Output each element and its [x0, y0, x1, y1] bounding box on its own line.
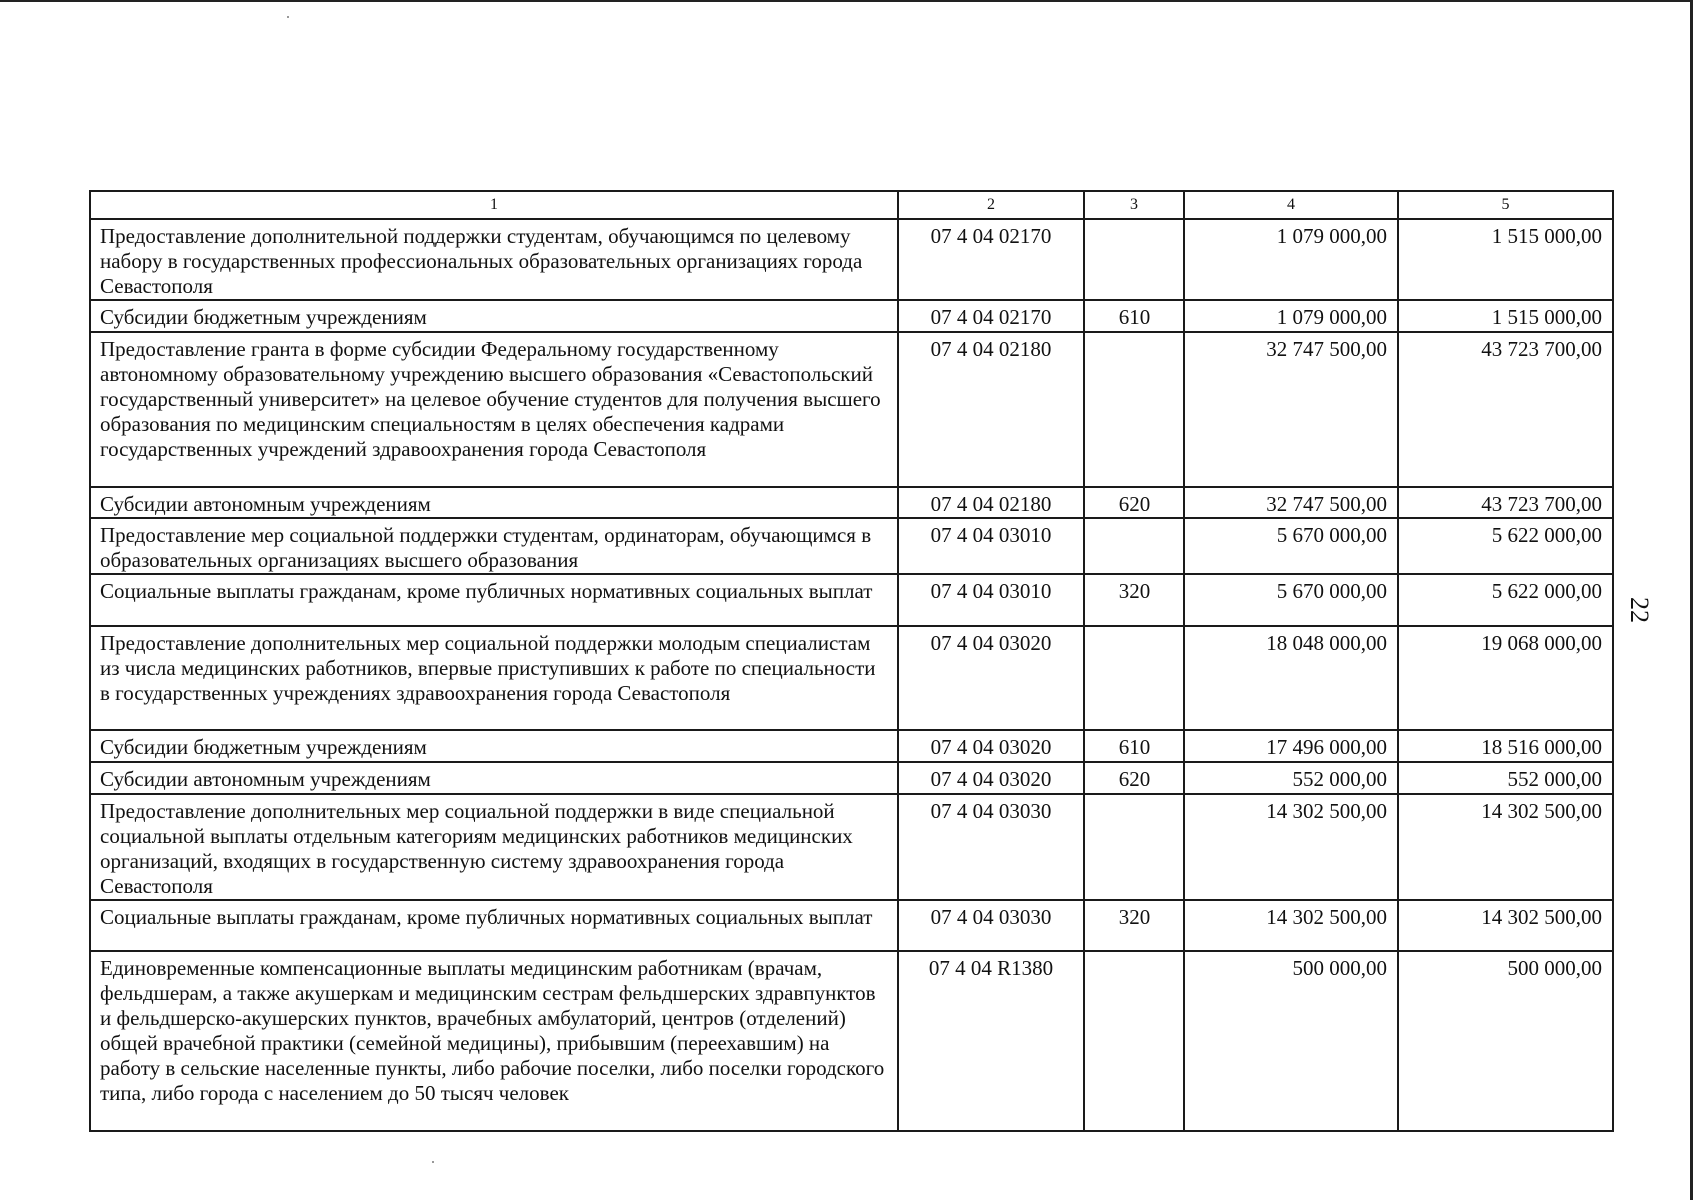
row-type	[1084, 951, 1184, 1131]
row-type: 320	[1084, 900, 1184, 951]
table-row	[90, 730, 1613, 762]
row-value-col4: 14 302 500,00	[1184, 794, 1398, 900]
row-value-col4: 14 302 500,00	[1184, 900, 1398, 951]
table-header	[90, 191, 1613, 219]
row-value-col5: 500 000,00	[1398, 951, 1613, 1131]
row-name: Социальные выплаты гражданам, кроме публичных нормативных социальных выплат	[90, 900, 898, 951]
header-col-4: 4	[1184, 191, 1398, 219]
row-code: 07 4 04 03020	[898, 626, 1084, 730]
row-value-col5: 18 516 000,00	[1398, 730, 1613, 762]
table-row	[90, 518, 1613, 574]
row-code: 07 4 04 03030	[898, 900, 1084, 951]
row-type: 620	[1084, 762, 1184, 794]
header-row	[90, 191, 1613, 219]
row-code: 07 4 04 02180	[898, 332, 1084, 487]
row-type	[1084, 794, 1184, 900]
row-value-col4: 5 670 000,00	[1184, 574, 1398, 626]
row-type	[1084, 518, 1184, 574]
row-code: 07 4 04 02180	[898, 487, 1084, 518]
row-name: Социальные выплаты гражданам, кроме публичных нормативных социальных выплат	[90, 574, 898, 626]
row-code: 07 4 04 R1380	[898, 951, 1084, 1131]
table-row	[90, 762, 1613, 794]
row-value-col5: 14 302 500,00	[1398, 900, 1613, 951]
row-value-col4: 500 000,00	[1184, 951, 1398, 1131]
row-value-col4: 18 048 000,00	[1184, 626, 1398, 730]
row-name: Предоставление дополнительных мер социальной поддержки молодым специалистам из числа медицинских работников, впервые приступивших к работе по специальности в государственных учреждениях здравоохранения города Севастополя	[90, 626, 898, 730]
row-name: Субсидии автономным учреждениям	[90, 487, 898, 518]
row-name: Предоставление дополнительных мер социальной поддержки в виде специальной социальной выплаты отдельным категориям медицинских работников медицинских организаций, входящих в государственную систему здравоохранения города Севастополя	[90, 794, 898, 900]
header-col-3: 3	[1084, 191, 1184, 219]
row-code: 07 4 04 03020	[898, 762, 1084, 794]
row-name: Предоставление мер социальной поддержки студентам, ординаторам, обучающимся в образовательных организациях высшего образования	[90, 518, 898, 574]
row-type: 620	[1084, 487, 1184, 518]
header-col-2: 2	[898, 191, 1084, 219]
row-type	[1084, 626, 1184, 730]
row-code: 07 4 04 02170	[898, 219, 1084, 300]
row-name: Предоставление дополнительной поддержки студентам, обучающимся по целевому набору в государственных профессиональных образовательных организациях города Севастополя	[90, 219, 898, 300]
table-row	[90, 626, 1613, 730]
table-row	[90, 300, 1613, 332]
scan-speck	[432, 1161, 434, 1163]
header-col-1: 1	[90, 191, 898, 219]
row-value-col5: 43 723 700,00	[1398, 332, 1613, 487]
row-value-col4: 1 079 000,00	[1184, 219, 1398, 300]
row-value-col4: 552 000,00	[1184, 762, 1398, 794]
row-name: Единовременные компенсационные выплаты медицинским работникам (врачам, фельдшерам, а также акушеркам и медицинским сестрам фельдшерских здравпунктов и фельдшерско-акушерских пунктов, врачебных амбулаторий, центров (отделений) общей врачебной практики (семейной медицины), прибывшим (переехавшим) на работу в сельские населенные пункты, либо рабочие поселки, либо поселки городского типа, либо города с населением до 50 тысяч человек	[90, 951, 898, 1131]
row-type: 610	[1084, 300, 1184, 332]
row-type	[1084, 219, 1184, 300]
row-code: 07 4 04 03010	[898, 574, 1084, 626]
header-col-5: 5	[1398, 191, 1613, 219]
row-type	[1084, 332, 1184, 487]
row-code: 07 4 04 03020	[898, 730, 1084, 762]
row-code: 07 4 04 03010	[898, 518, 1084, 574]
row-value-col5: 5 622 000,00	[1398, 518, 1613, 574]
row-code: 07 4 04 02170	[898, 300, 1084, 332]
budget-table	[89, 190, 1614, 1132]
row-value-col5: 19 068 000,00	[1398, 626, 1613, 730]
row-name: Субсидии бюджетным учреждениям	[90, 730, 898, 762]
row-value-col4: 1 079 000,00	[1184, 300, 1398, 332]
table-row	[90, 574, 1613, 626]
scan-speck	[287, 16, 289, 18]
table-row	[90, 951, 1613, 1131]
table-body	[90, 219, 1613, 1131]
row-name: Субсидии бюджетным учреждениям	[90, 300, 898, 332]
row-name: Субсидии автономным учреждениям	[90, 762, 898, 794]
row-value-col4: 32 747 500,00	[1184, 487, 1398, 518]
row-value-col5: 5 622 000,00	[1398, 574, 1613, 626]
row-value-col5: 14 302 500,00	[1398, 794, 1613, 900]
row-value-col5: 43 723 700,00	[1398, 487, 1613, 518]
row-value-col4: 32 747 500,00	[1184, 332, 1398, 487]
table-row	[90, 900, 1613, 951]
row-value-col4: 5 670 000,00	[1184, 518, 1398, 574]
row-value-col5: 1 515 000,00	[1398, 300, 1613, 332]
page-number: 22	[1625, 597, 1654, 623]
table-row	[90, 219, 1613, 300]
row-type: 610	[1084, 730, 1184, 762]
row-code: 07 4 04 03030	[898, 794, 1084, 900]
row-value-col5: 1 515 000,00	[1398, 219, 1613, 300]
row-value-col4: 17 496 000,00	[1184, 730, 1398, 762]
row-name: Предоставление гранта в форме субсидии Федеральному государственному автономному образовательному учреждению высшего образования «Севастопольский государственный университет» на целевое обучение студентов для получения высшего образования по медицинским специальностям в целях обеспечения кадрами государственных учреждений здравоохранения города Севастополя	[90, 332, 898, 487]
row-value-col5: 552 000,00	[1398, 762, 1613, 794]
table-row	[90, 794, 1613, 900]
table-row	[90, 487, 1613, 518]
row-type: 320	[1084, 574, 1184, 626]
table-row	[90, 332, 1613, 487]
